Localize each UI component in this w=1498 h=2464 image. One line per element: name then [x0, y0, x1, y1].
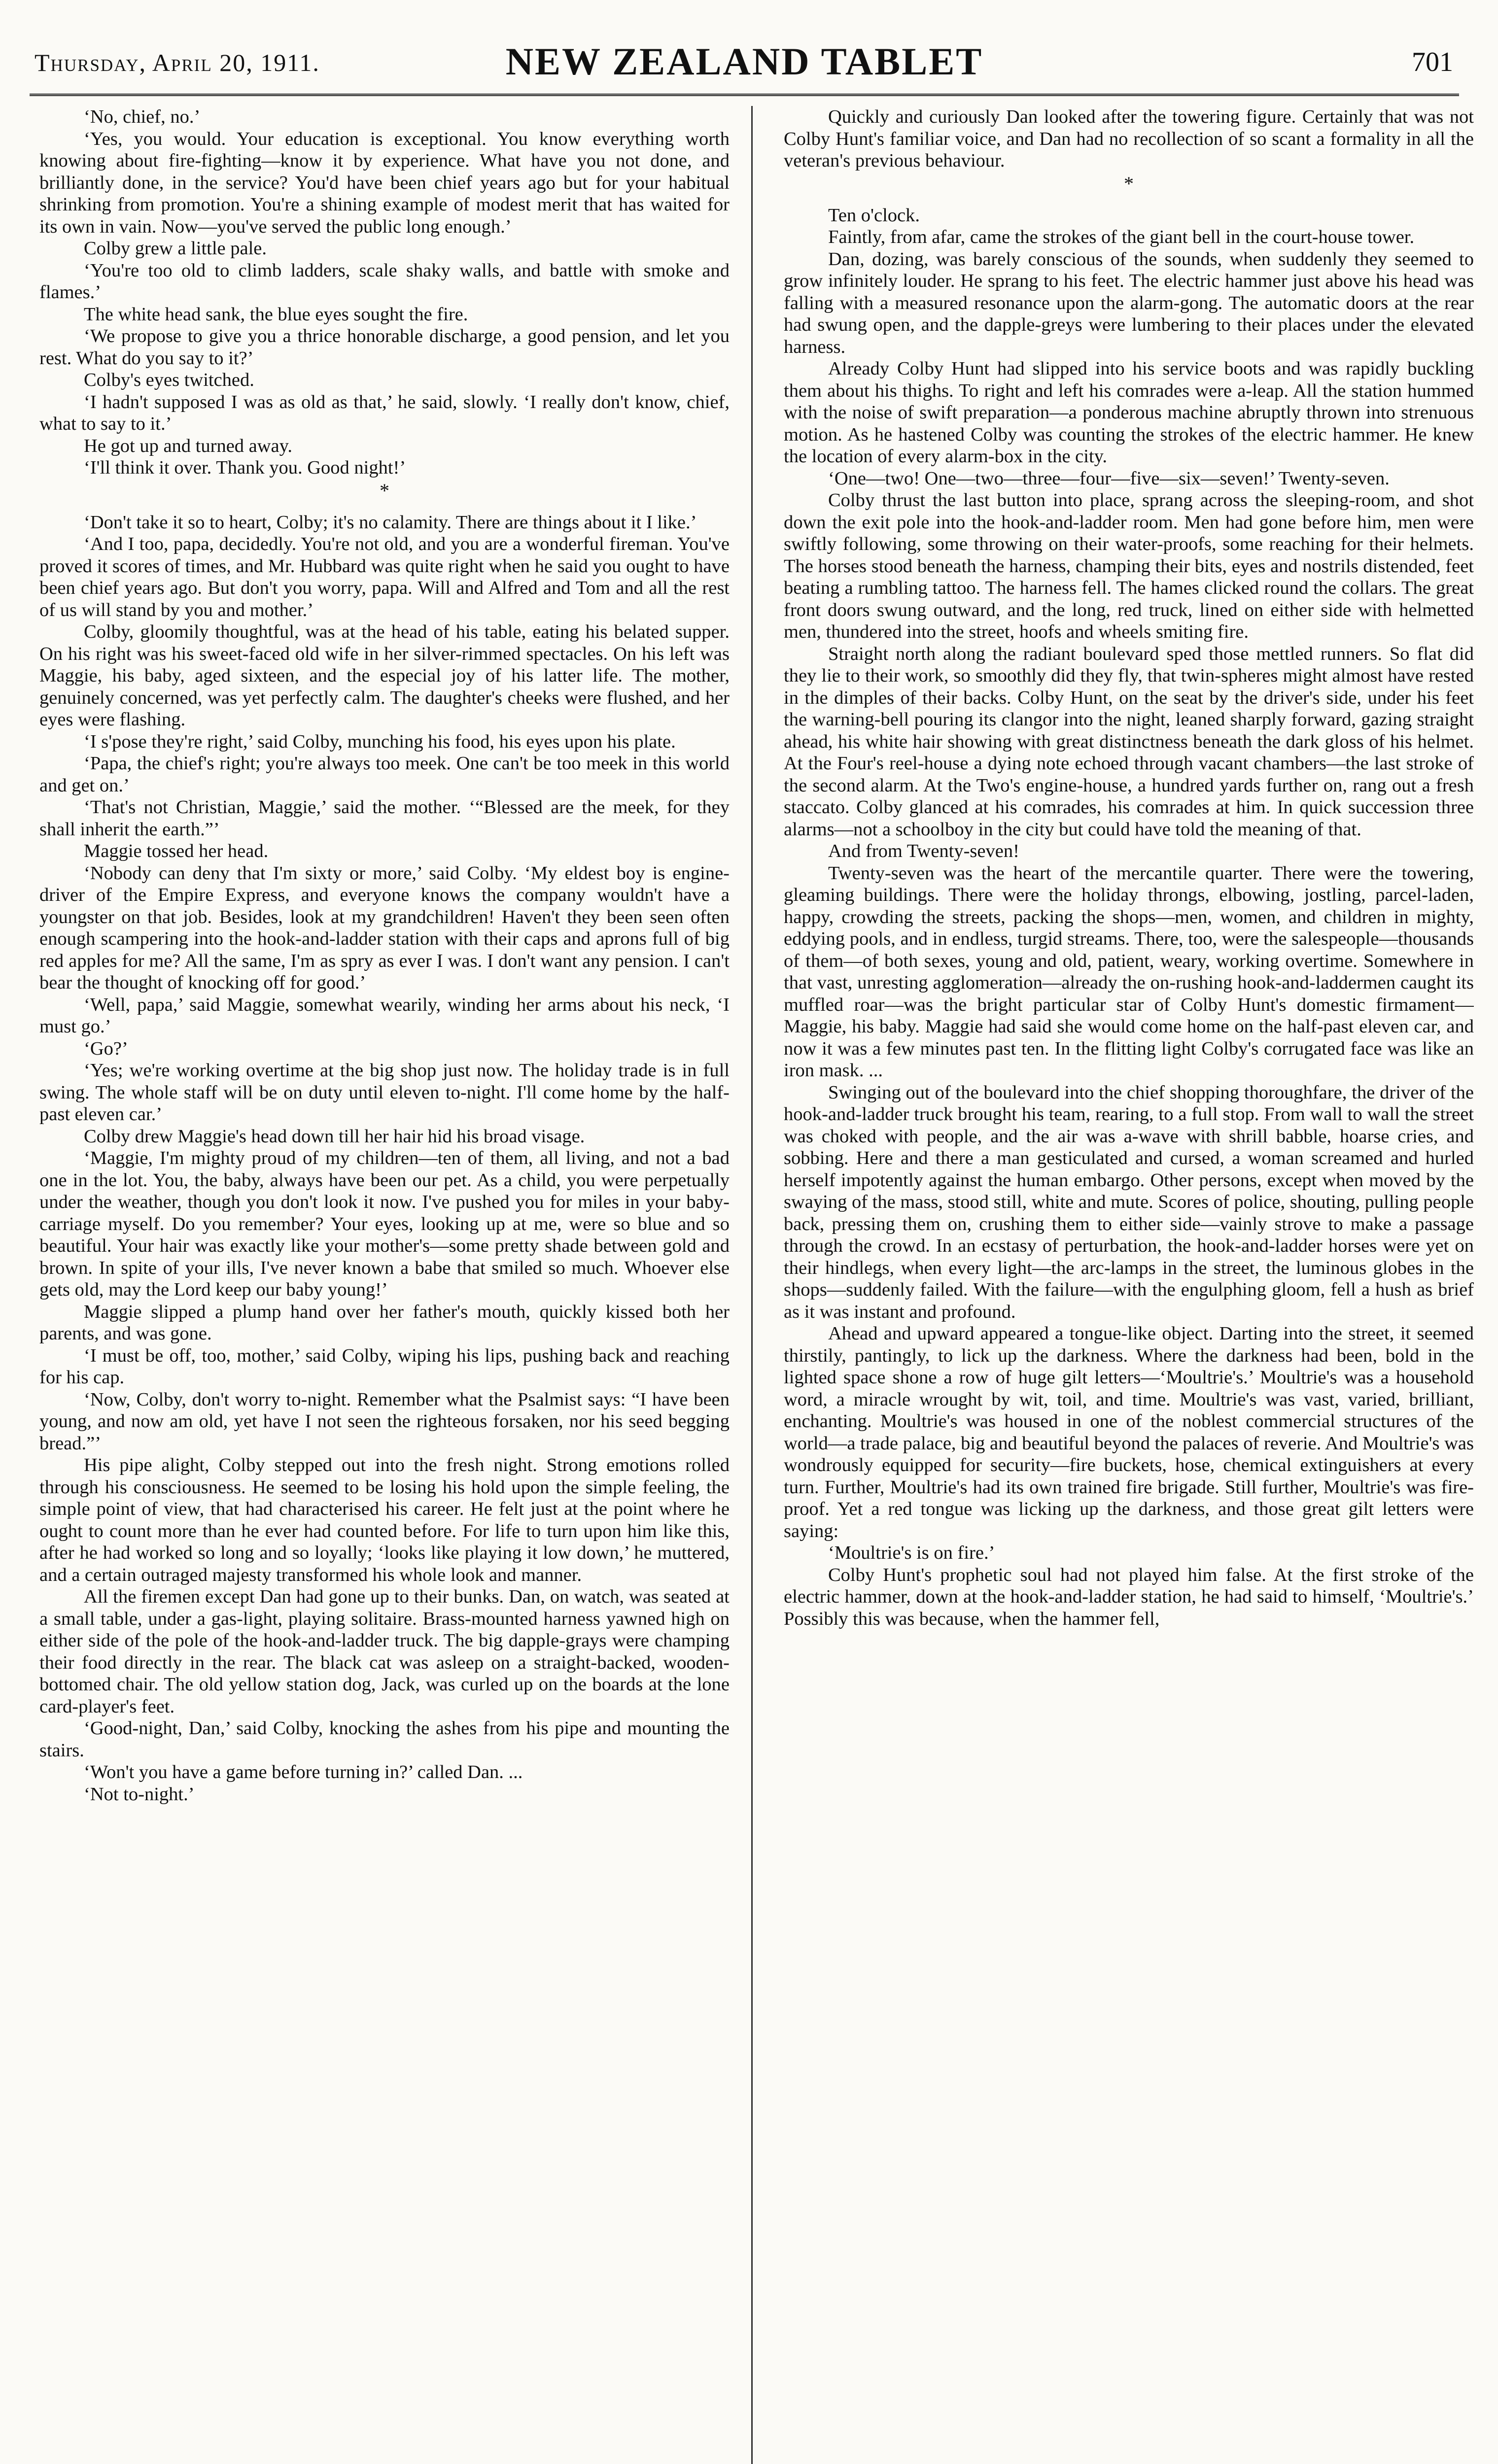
paragraph: His pipe alight, Colby stepped out into the fresh night. Strong emotions rolled through his consciousness. He seemed to be losing his hold upon the simple feeling, the simple point of view, that had characterised his career. He felt just at the point where he ought to count more than he ever had counted before. For life to turn upon him like this, after he had worked so long and so loyally; ‘looks like playing it low down,’ he muttered, and a certain outraged majesty transformed his whole look and manner.	[39, 1455, 730, 1585]
paragraph: Faintly, from afar, came the strokes of the giant bell in the court-house tower.	[828, 227, 1415, 247]
paragraph: ‘Well, papa,’ said Maggie, somewhat wearily, winding her arms about his neck, ‘I must go.’	[39, 994, 730, 1037]
left-column	[39, 106, 730, 2464]
paragraph: ‘Nobody can deny that I'm sixty or more,’ said Colby. ‘My eldest boy is engine-driver of the Empire Express, and everyone knows the company wouldn't have a youngster on that job. Besides, look at my grandchildren! Haven't they been seen often enough scampering into the hook-and-ladder station with their caps and aprons full of big red apples for me? All the same, I'm as spry as ever I was. I don't want any pension. I can't bear the thought of knocking off for good.’	[39, 862, 730, 993]
paragraph: ‘Won't you have a game before turning in?’ called Dan. ...	[84, 1762, 523, 1782]
paragraph: ‘I'll think it over. Thank you. Good night!’	[84, 457, 406, 478]
paragraph: Dan, dozing, was barely conscious of the sounds, when suddenly they seemed to grow infinitely louder. He sprang to his feet. The electric hammer just above his head was falling with a measured resonance upon the alarm-gong. The automatic doors at the rear had swung open, and the dapple-greys were lumbering to their places under the elevated harness.	[784, 248, 1474, 357]
paragraph: Already Colby Hunt had slipped into his service boots and was rapidly buckling them about his thighs. To right and left his comrades were a-leap. All the station hummed with the noise of swift preparation—a ponderous machine abruptly thrown into strenuous motion. As he hastened Colby was counting the strokes of the electric hammer. He knew the location of every alarm-box in the city.	[784, 358, 1474, 467]
paragraph: ‘No, chief, no.’	[84, 106, 201, 127]
paragraph: ‘Yes; we're working overtime at the big shop just now. The holiday trade is in full swing. The whole staff will be on duty until eleven to-night. I'll come home by the half-past eleven car.’	[39, 1060, 730, 1125]
paragraph: Straight north along the radiant boulevard sped those mettled runners. So flat did they lie to their work, so smoothly did they fly, that twin-spheres might almost have rested in the dimples of their backs. Colby Hunt, on the seat by the driver's side, under his feet the warning-bell pouring its clangor into the night, leaned sharply forward, gazing straight ahead, his white hair showing with great distinctness beneath the dark gloss of his helmet. At the Four's reel-house a dying note echoed through vacant chambers—the last stroke of the second alarm. At the Two's engine-house, a hundred yards further on, rang out a fresh staccato. Colby glanced at his comrades, his comrades at him. In quick succession three alarms—not a schoolboy in the city but could have told the meaning of that.	[784, 643, 1474, 840]
section-separator: *	[1124, 172, 1134, 195]
paragraph: ‘Maggie, I'm mighty proud of my children—ten of them, all living, and not a bad one in the lot. You, the baby, always have been our pet. As a child, you were perpetually under the weather, though you don't look it now. I've pushed you for miles in your baby-carriage myself. Do you remember? Your eyes, looking up at me, were so blue and so beautiful. Your hair was exactly like your mother's—some pretty shade between gold and brown. In spite of your ills, I've never known a babe that smiled so much. Whoever else gets old, may the Lord keep our baby young!’	[39, 1148, 730, 1300]
paragraph: Colby thrust the last button into place, sprang across the sleeping-room, and shot down the exit pole into the hook-and-ladder room. Men had gone before him, men were swiftly following, some throwing on their water-proofs, some reaching for their helmets. The horses stood beneath the harness, champing their bits, eyes and nostrils distended, feet beating a rumbling tattoo. The harness fell. The hames clicked round the collars. The great front doors swung outward, and the long, red truck, lined on either side with helmetted men, thundered into the street, hoofs and wheels smiting fire.	[784, 490, 1474, 642]
paragraph: ‘Papa, the chief's right; you're always too meek. One can't be too meek in this world and get on.’	[39, 753, 730, 796]
paragraph: And from Twenty-seven!	[828, 841, 1019, 861]
paragraph: Twenty-seven was the heart of the mercantile quarter. There were the towering, gleaming buildings. There were the holiday throngs, elbowing, jostling, parcel-laden, happy, crowding the streets, packing the shops—men, women, and children in mighty, eddying pools, and in endless, turgid streams. There, too, were the salespeople—thousands of them—of both sexes, young and old, patient, weary, working overtime. Somewhere in that vast, unresting agglomeration—already the on-rushing hook-and-laddermen caught its muffled roar—was the bright particular star of Colby Hunt's domestic firmament—Maggie, his baby. Maggie had said she would come home on the half-past eleven car, and now it was a few minutes past ten. In the flitting light Colby's corrugated face was like an iron mask. ...	[784, 862, 1474, 1081]
paragraph: ‘You're too old to climb ladders, scale shaky walls, and battle with smoke and flames.’	[39, 260, 730, 303]
paragraph: ‘One—two! One—two—three—four—five—six—seven!’ Twenty-seven.	[828, 468, 1390, 489]
paragraph: Colby's eyes twitched.	[84, 370, 254, 390]
paragraph: ‘I s'pose they're right,’ said Colby, munching his food, his eyes upon his plate.	[84, 731, 676, 752]
paragraph: ‘I must be off, too, mother,’ said Colby, wiping his lips, pushing back and reaching for his cap.	[39, 1345, 730, 1388]
paragraph: Colby grew a little pale.	[84, 238, 267, 259]
paragraph: The white head sank, the blue eyes sought the fire.	[84, 304, 468, 325]
paragraph: Colby Hunt's prophetic soul had not played him false. At the first stroke of the electric hammer, down at the hook-and-ladder station, he had said to himself, ‘Moultrie's.’ Possibly this was because, when the hammer fell,	[784, 1564, 1474, 1629]
paragraph: ‘Moultrie's is on fire.’	[828, 1542, 995, 1563]
paragraph: ‘That's not Christian, Maggie,’ said the mother. ‘“Blessed are the meek, for they shall inherit the earth.”’	[39, 797, 730, 840]
paragraph: He got up and turned away.	[84, 435, 293, 456]
paragraph: Swinging out of the boulevard into the chief shopping thoroughfare, the driver of the hook-and-ladder truck brought his team, rearing, to a full stop. From wall to wall the street was choked with people, and the air was a-wave with shrill babble, hoarse cries, and sobbing. Here and there a man gesticulated and cursed, a woman screamed and hurled herself impotently against the human embargo. Other persons, except when moved by the swaying of the mass, stood still, white and mute. Scores of police, shouting, pulling people back, pressing them on, crushing them to either side—vainly strove to make a passage through the crowd. In an ecstasy of perturbation, the hook-and-ladder horses were yet on their hindlegs, when every light—the arc-lamps in the street, the luminous globes in the shops—suddenly failed. With the failure—with the engulphing gloom, fell a hush as brief as it was instant and profound.	[784, 1082, 1474, 1322]
paragraph: Ten o'clock.	[828, 205, 920, 226]
paragraph: ‘Good-night, Dan,’ said Colby, knocking the ashes from his pipe and mounting the stairs.	[39, 1718, 730, 1761]
paragraph: All the firemen except Dan had gone up to their bunks. Dan, on watch, was seated at a small table, under a gas-light, playing solitaire. Brass-mounted harness yawned high on either side of the pole of the hook-and-ladder truck. The big dapple-grays were champing their food directly in the rear. The black cat was asleep on a straight-backed, wooden-bottomed chair. The old yellow station dog, Jack, was curled up on the boards at the lone card-player's feet.	[39, 1586, 730, 1717]
issue-date: Thursday, April 20, 1911.	[35, 49, 320, 76]
paragraph: ‘We propose to give you a thrice honorable discharge, a good pension, and let you rest. What do you say to it?’	[39, 326, 730, 369]
paragraph: Quickly and curiously Dan looked after the towering figure. Certainly that was not Colby Hunt's familiar voice, and Dan had no recollection of so scant a formality in all the veteran's previous behaviour.	[784, 106, 1474, 171]
paragraph: ‘Now, Colby, don't worry to-night. Remember what the Psalmist says: “I have been young, and now am old, yet have I not seen the righteous forsaken, nor his seed begging bread.”’	[39, 1389, 730, 1454]
paragraph: Ahead and upward appeared a tongue-like object. Darting into the street, it seemed thirstily, pantingly, to lick up the darkness. Where the darkness had been, bold in the lighted space shone a row of huge gilt letters—‘Moultrie's.’ Moultrie's was a household word, a miracle wrought by wit, toil, and time. Moultrie's was vast, varied, brilliant, enchanting. Moultrie's was housed in one of the noblest commercial structures of the world—a trade palace, big and beautiful beyond the palaces of reverie. And Moultrie's was wondrously equipped for security—fire buckets, hose, chemical extinguishers at every turn. Further, Moultrie's had its own trained fire brigade. Still further, Moultrie's was fire-proof. Yet a red tongue was licking up the darkness, and those great gilt letters were saying:	[784, 1323, 1474, 1541]
right-column	[784, 106, 1474, 2464]
paragraph: ‘Go?’	[84, 1038, 128, 1059]
section-separator: *	[380, 479, 389, 502]
page-number: 701	[1412, 47, 1453, 77]
paragraph: ‘Don't take it so to heart, Colby; it's no calamity. There are things about it I like.’	[84, 512, 697, 533]
paragraph: Maggie slipped a plump hand over her father's mouth, quickly kissed both her parents, and was gone.	[39, 1301, 730, 1344]
paragraph: Colby drew Maggie's head down till her hair hid his broad visage.	[84, 1126, 585, 1147]
paragraph: ‘I hadn't supposed I was as old as that,’ he said, slowly. ‘I really don't know, chief, what to say to it.’	[39, 391, 730, 434]
masthead	[30, 39, 1459, 96]
paragraph: ‘Not to-night.’	[84, 1783, 195, 1805]
newspaper-title: NEW ZEALAND TABLET	[505, 40, 983, 83]
paragraph: Colby, gloomily thoughtful, was at the head of his table, eating his belated supper. On his right was his sweet-faced old wife in her silver-rimmed spectacles. On his left was Maggie, his baby, aged sixteen, and the especial joy of his latter life. The mother, genuinely concerned, was yet perfectly calm. The daughter's cheeks were flushed, and her eyes were flashing.	[39, 621, 730, 730]
paragraph: ‘Yes, you would. Your education is exceptional. You know everything worth knowing about fire-fighting—know it by experience. What have you not done, and brilliantly done, in the service? You'd have been chief years ago but for your habitual shrinking from promotion. You're a shining example of modest merit that has waited for its own in vain. Now—you've served the public long enough.’	[39, 128, 730, 237]
column-divider	[751, 106, 753, 2464]
paragraph: Maggie tossed her head.	[84, 841, 269, 861]
paragraph: ‘And I too, papa, decidedly. You're not old, and you are a wonderful fireman. You've proved it scores of times, and Mr. Hubbard was quite right when he said you ought to have been chief years ago. But don't you worry, papa. Will and Alfred and Tom and all the rest of us will stand by you and mother.’	[39, 534, 730, 620]
